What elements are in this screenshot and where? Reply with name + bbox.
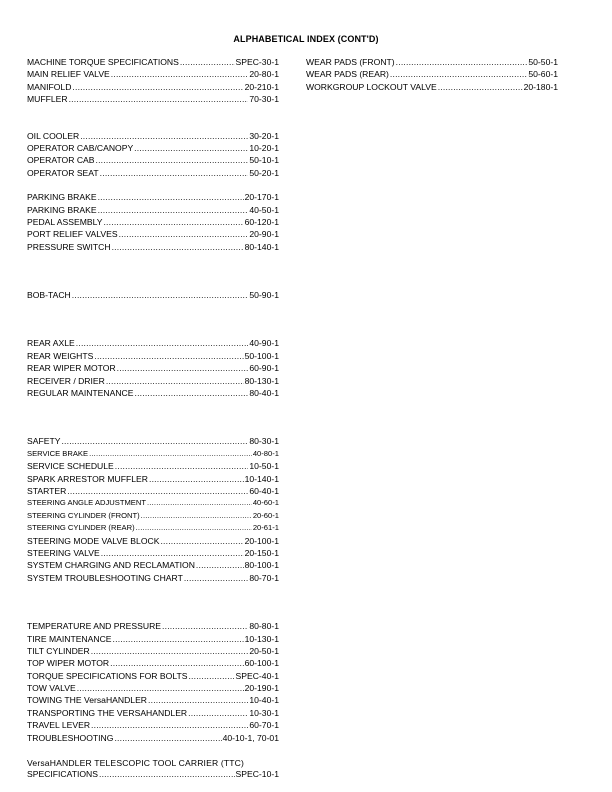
index-entry-label: BOB-TACH — [27, 290, 71, 301]
index-entry-page: 20-210-1 — [244, 81, 279, 92]
index-entry-label: STEERING CYLINDER (FRONT) — [27, 510, 140, 520]
index-entry-page: 40-10-1, 70-01 — [222, 732, 279, 743]
index-entry-label: PARKING BRAKE — [27, 192, 97, 203]
index-entry-label: PEDAL ASSEMBLY — [27, 216, 103, 227]
index-entry-label-line1: VersaHANDLER TELESCOPIC TOOL CARRIER (TTC) — [27, 758, 245, 769]
leader-dots — [98, 191, 244, 203]
leader-dots — [134, 142, 248, 154]
index-entry-page: 50-20-1 — [249, 167, 279, 178]
index-entry-page: 50-10-1 — [249, 155, 279, 166]
index-entry-page: 20-170-1 — [244, 192, 279, 203]
index-entry-label: STEERING VALVE — [27, 547, 100, 558]
leader-dots — [111, 68, 249, 80]
index-entry-page: 20-100-1 — [244, 535, 279, 546]
index-entry — [27, 387, 279, 399]
leader-dots — [188, 707, 248, 719]
index-entry — [27, 448, 279, 460]
index-entry — [27, 435, 279, 447]
leader-dots — [91, 645, 249, 657]
index-entry — [27, 497, 279, 509]
index-entry-label: SYSTEM CHARGING AND RECLAMATION — [27, 560, 195, 571]
index-entry-page: 10-30-1 — [249, 707, 279, 718]
leader-dots — [110, 657, 243, 669]
leader-dots — [106, 375, 244, 387]
index-group-t — [27, 620, 279, 744]
leader-dots — [396, 56, 528, 68]
leader-dots — [77, 682, 244, 694]
index-entry-page: 20-90-1 — [249, 229, 279, 240]
leader-dots — [114, 732, 221, 744]
index-entry-page: 70-30-1 — [249, 94, 279, 105]
leader-dots — [98, 204, 249, 216]
index-entry-label: PORT RELIEF VALVES — [27, 229, 118, 240]
leader-dots — [148, 694, 248, 706]
index-entry — [27, 375, 279, 387]
index-entry-page: 60-90-1 — [249, 363, 279, 374]
leader-dots — [390, 68, 527, 80]
index-entry-page: 60-70-1 — [249, 720, 279, 731]
leader-dots — [69, 93, 249, 105]
index-entry-page: 20-61-1 — [252, 523, 279, 533]
leader-dots — [80, 130, 248, 142]
leader-dots — [180, 56, 235, 68]
index-entry-page: 50-90-1 — [249, 290, 279, 301]
index-group-r — [27, 337, 279, 399]
leader-dots — [113, 633, 244, 645]
index-entry-page: 80-140-1 — [244, 241, 279, 252]
index-entry-page: 20-180-1 — [523, 81, 558, 92]
index-entry-label: STEERING ANGLE ADJUSTMENT — [27, 498, 146, 508]
index-entry — [27, 535, 279, 547]
index-entry — [27, 337, 279, 349]
index-entry — [27, 56, 279, 68]
index-entry-page: 30-20-1 — [249, 130, 279, 141]
index-entry-page: 40-50-1 — [249, 204, 279, 215]
index-entry-label: TOP WIPER MOTOR — [27, 658, 110, 669]
index-entry-label: REGULAR MAINTENANCE — [27, 388, 134, 399]
index-entry — [27, 572, 279, 584]
index-entry — [27, 191, 279, 203]
leader-dots — [160, 535, 243, 547]
index-entry-label: SYSTEM TROUBLESHOOTING CHART — [27, 572, 183, 583]
index-entry — [27, 719, 279, 731]
index-entry-label: PARKING BRAKE — [27, 204, 97, 215]
index-entry — [27, 559, 279, 571]
index-entry — [27, 645, 279, 657]
leader-dots — [72, 81, 243, 93]
index-column-left — [27, 56, 279, 780]
index-entry-label: OPERATOR CAB/CANOPY — [27, 142, 134, 153]
index-group-b — [27, 289, 279, 301]
leader-dots — [141, 510, 252, 522]
leader-dots — [188, 670, 234, 682]
index-entry — [27, 547, 279, 559]
index-entry — [27, 167, 279, 179]
index-entry — [27, 694, 279, 706]
index-entry-label: REAR AXLE — [27, 338, 75, 349]
index-entry-page: 40-90-1 — [249, 338, 279, 349]
leader-dots — [103, 216, 243, 228]
index-group-s — [27, 435, 279, 584]
leader-dots — [196, 559, 244, 571]
index-entry-label: WEAR PADS (FRONT) — [306, 57, 395, 67]
index-entry-label: TOWING THE VersaHANDLER — [27, 695, 148, 706]
index-entry-label: TORQUE SPECIFICATIONS FOR BOLTS — [27, 670, 188, 681]
index-entry-label: WORKGROUP LOCKOUT VALVE — [306, 81, 437, 92]
index-entry-page: 60-40-1 — [249, 485, 279, 496]
index-entry-label: STARTER — [27, 485, 67, 496]
index-entry-label: TOW VALVE — [27, 683, 76, 694]
index-entry-label: SPECIFICATIONS — [27, 769, 98, 780]
index-entry-label: REAR WIPER MOTOR — [27, 363, 116, 374]
leader-dots — [184, 572, 249, 584]
index-entry — [306, 81, 558, 93]
leader-dots — [136, 522, 252, 534]
index-entry-label: PRESSURE SWITCH — [27, 241, 111, 252]
index-entry — [27, 670, 279, 682]
index-group-w — [306, 56, 558, 93]
index-entry-page: 20-150-1 — [244, 547, 279, 558]
index-entry-page: 10-40-1 — [249, 695, 279, 706]
index-entry-page: 80-80-1 — [249, 621, 279, 632]
index-entry — [27, 68, 279, 80]
index-entry-label: TEMPERATURE AND PRESSURE — [27, 621, 162, 632]
leader-dots — [89, 448, 252, 460]
index-entry — [27, 460, 279, 472]
index-entry — [27, 289, 279, 301]
index-entry-page: 10-50-1 — [249, 461, 279, 472]
leader-dots — [115, 460, 249, 472]
index-entry-page: 50-60-1 — [528, 69, 558, 80]
leader-dots — [76, 337, 249, 349]
index-entry — [27, 707, 279, 719]
index-entry-page: 40-80-1 — [252, 448, 279, 458]
index-entry-label: RECEIVER / DRIER — [27, 375, 105, 386]
index-entry-label: STEERING MODE VALVE BLOCK — [27, 535, 160, 546]
leader-dots — [117, 362, 249, 374]
index-entry-label: TILT CYLINDER — [27, 645, 90, 656]
index-entry — [27, 657, 279, 669]
index-entry — [27, 362, 279, 374]
leader-dots — [101, 547, 244, 559]
leader-dots — [72, 289, 249, 301]
index-entry-page: SPEC-10-1 — [235, 769, 279, 780]
index-entry — [27, 228, 279, 240]
index-entry — [27, 81, 279, 93]
index-entry-label: MACHINE TORQUE SPECIFICATIONS — [27, 57, 179, 67]
index-entry-label: STEERING CYLINDER (REAR) — [27, 523, 135, 533]
index-entry-label: MUFFLER — [27, 94, 68, 105]
index-entry — [27, 485, 279, 497]
index-entry-page: 40-60-1 — [252, 498, 279, 508]
index-entry — [27, 510, 279, 522]
index-entry-label: OIL COOLER — [27, 130, 80, 141]
index-entry-page: 10-140-1 — [244, 473, 279, 484]
index-entry-label: TRANSPORTING THE VERSAHANDLER — [27, 707, 188, 718]
leader-dots — [99, 768, 235, 780]
index-entry — [27, 732, 279, 744]
leader-dots — [96, 154, 249, 166]
index-entry-page: 20-80-1 — [249, 69, 279, 80]
leader-dots — [119, 228, 249, 240]
index-entry — [27, 350, 279, 362]
index-entry-page: 80-100-1 — [244, 560, 279, 571]
index-entry — [27, 130, 279, 142]
index-entry — [27, 682, 279, 694]
index-entry-page: 10-20-1 — [249, 142, 279, 153]
page-title: ALPHABETICAL INDEX (CONT'D) — [233, 34, 379, 44]
index-entry-label: TIRE MAINTENANCE — [27, 633, 112, 644]
leader-dots — [94, 350, 243, 362]
index-entry-versahandler-specs — [27, 758, 279, 780]
index-entry — [27, 241, 279, 253]
leader-dots — [147, 497, 252, 509]
index-entry-page: 50-100-1 — [244, 350, 279, 361]
leader-dots — [61, 435, 248, 447]
index-entry-page: 80-30-1 — [249, 436, 279, 447]
index-entry-label: OPERATOR CAB — [27, 155, 95, 166]
index-entry-page: 20-50-1 — [249, 645, 279, 656]
index-entry-page: SPEC-30-1 — [235, 57, 279, 67]
index-entry-page: SPEC-40-1 — [235, 670, 279, 681]
index-entry — [27, 216, 279, 228]
leader-dots — [149, 473, 244, 485]
index-entry — [27, 620, 279, 632]
index-entry-page: 20-190-1 — [244, 683, 279, 694]
index-group-p — [27, 191, 279, 253]
index-entry-label: REAR WEIGHTS — [27, 350, 94, 361]
index-entry — [306, 68, 558, 80]
index-entry — [27, 204, 279, 216]
index-entry — [27, 633, 279, 645]
index-column-right — [306, 56, 558, 93]
leader-dots — [67, 485, 248, 497]
index-entry-label: SAFETY — [27, 436, 61, 447]
index-entry-page: 10-130-1 — [244, 633, 279, 644]
leader-dots — [134, 387, 248, 399]
index-entry-label: SPARK ARRESTOR MUFFLER — [27, 473, 148, 484]
index-entry — [27, 768, 279, 780]
index-group-m — [27, 56, 279, 106]
index-entry-label: MANIFOLD — [27, 81, 72, 92]
leader-dots — [100, 167, 249, 179]
leader-dots — [162, 620, 248, 632]
index-entry-label: SERVICE SCHEDULE — [27, 461, 114, 472]
index-entry-page: 50-50-1 — [528, 57, 558, 67]
index-entry — [27, 154, 279, 166]
index-entry-label: SERVICE BRAKE — [27, 448, 89, 458]
index-entry — [27, 142, 279, 154]
index-entry-page: 20-60-1 — [252, 510, 279, 520]
index-entry-page: 80-130-1 — [244, 375, 279, 386]
index-group-o — [27, 130, 279, 180]
index-entry-label: WEAR PADS (REAR) — [306, 69, 389, 80]
index-entry — [27, 522, 279, 534]
leader-dots — [438, 81, 523, 93]
index-entry-page: 80-40-1 — [249, 388, 279, 399]
leader-dots — [91, 719, 248, 731]
index-entry — [27, 473, 279, 485]
index-entry-label: MAIN RELIEF VALVE — [27, 69, 110, 80]
index-entry-label: OPERATOR SEAT — [27, 167, 99, 178]
index-entry-page: 60-120-1 — [244, 216, 279, 227]
index-entry — [306, 56, 558, 68]
index-entry-page: 60-100-1 — [244, 658, 279, 669]
index-entry-label: TRAVEL LEVER — [27, 720, 91, 731]
index-entry — [27, 93, 279, 105]
index-entry-page: 80-70-1 — [249, 572, 279, 583]
leader-dots — [112, 241, 244, 253]
index-entry-label: TROUBLESHOOTING — [27, 732, 114, 743]
